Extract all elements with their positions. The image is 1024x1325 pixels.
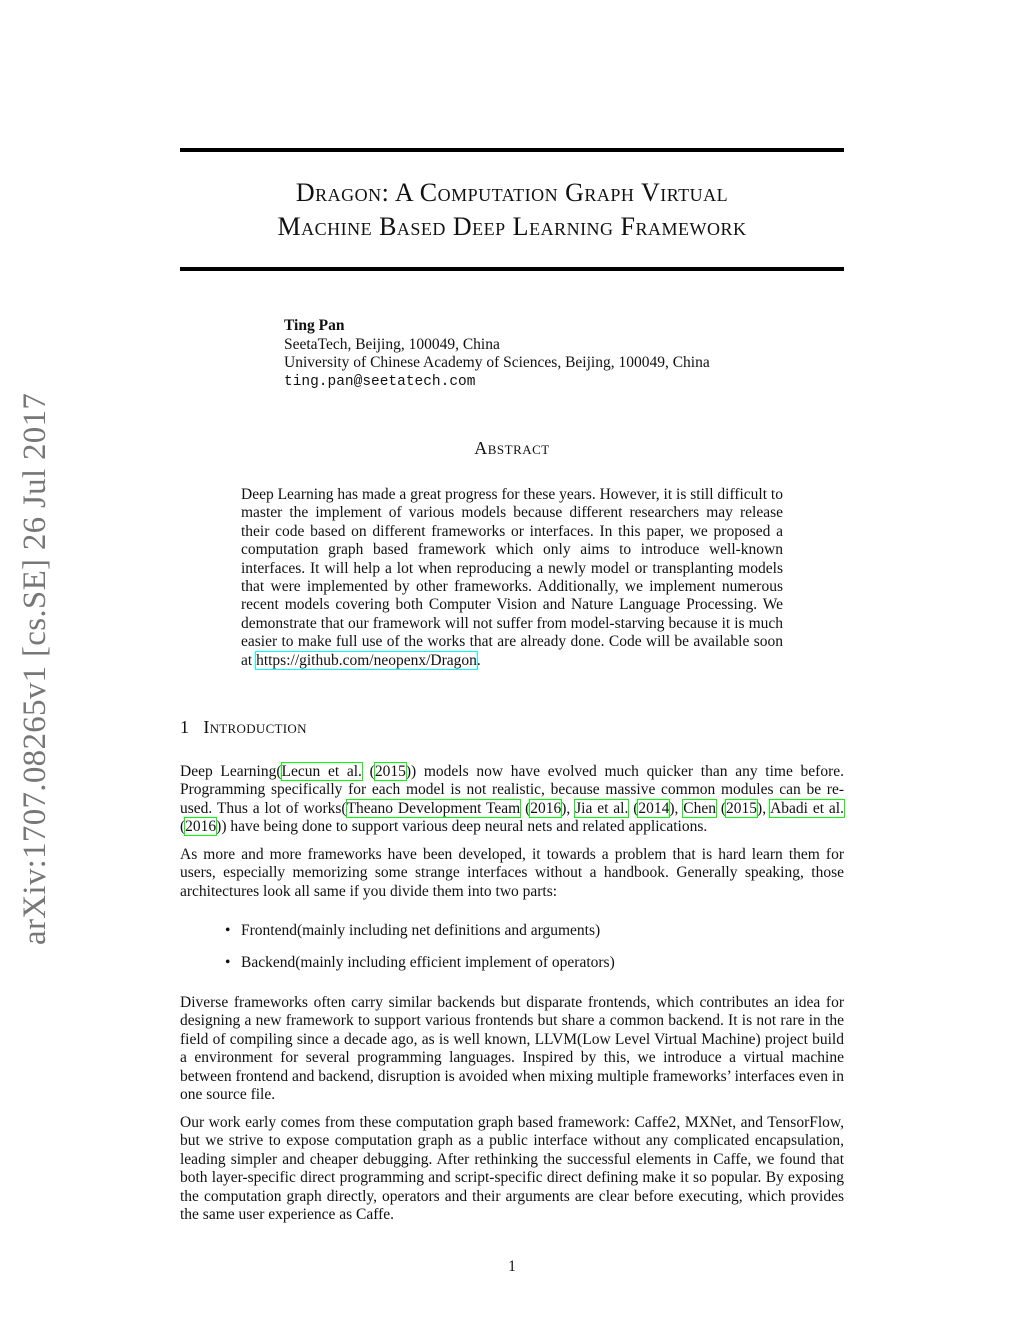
list-item (225, 954, 615, 972)
citation-jia-year[interactable]: 2014 (638, 799, 670, 817)
code-link[interactable]: https://github.com/neopenx/Dragon (256, 651, 477, 669)
citation-chen[interactable]: Chen (683, 799, 716, 817)
page-number: 1 (508, 1258, 516, 1275)
title-line-1: Dragon: A Computation Graph Virtual (295, 178, 729, 207)
citation-lecun-year[interactable]: 2015 (374, 763, 406, 780)
title-top-rule (180, 148, 844, 152)
text-run: Deep Learning( (180, 763, 282, 780)
arxiv-identifier: arXiv:1707.08265v1 [cs.SE] 26 Jul 2017 (17, 392, 53, 945)
text-run: )) models now have evolved much quicker than any time before. Programming specifically for each model is not realistic, because massive common modules can be re-used. Thus a lot of works( (180, 763, 845, 817)
citation-lecun[interactable]: Lecun et al. (281, 763, 362, 780)
author-affiliation-1: SeetaTech, Beijing, 100049, China (284, 335, 500, 353)
text-run: ( (520, 799, 531, 817)
list-item (225, 922, 600, 940)
list-item-text: Frontend(mainly including net definitions and arguments) (241, 922, 601, 939)
citation-abadi-year[interactable]: 2016 (185, 818, 217, 836)
author-affiliation-2: University of Chinese Academy of Sciences, Beijing, 100049, China (284, 354, 710, 371)
text-run: ( (361, 763, 375, 780)
citation-theano-year[interactable]: 2016 (530, 799, 562, 817)
citation-chen-year[interactable]: 2015 (726, 799, 758, 817)
text-run: ( (180, 818, 186, 836)
citation-jia[interactable]: Jia et al. (575, 799, 629, 817)
section-number: 1 (180, 717, 190, 737)
paper-title (180, 176, 844, 244)
citation-theano[interactable]: Theano Development Team (346, 799, 521, 817)
list-item-text: Backend(mainly including efficient implement of operators) (241, 954, 615, 971)
author-name: Ting Pan (284, 317, 345, 334)
title-line-2: Machine Based Deep Learning Framework (277, 212, 747, 241)
title-bottom-rule (180, 267, 844, 271)
author-block (284, 317, 710, 391)
abstract-end: . (476, 651, 481, 669)
abstract-body: Deep Learning has made a great progress for these years. However, it is still difficult to master the implement of various models because different researchers may release their code based on different frameworks or interfaces. In this paper, we proposed a computation graph based framework which only aims to introduce well-known interfaces. It will help a lot when reproducing a newly model or transplanting models that were implemented by other frameworks. Additionally, we implement numerous recent models covering both Computer Vision and Nature Language Processing. We demonstrate that our framework will not suffer from model-starving because it is much easier to make full use of the works that are already done. Code will be available soon at (241, 486, 783, 669)
intro-paragraph-1 (180, 763, 844, 837)
abstract-text (241, 486, 783, 670)
intro-paragraph-2: As more and more frameworks have been developed, it towards a problem that is hard learn them for users, especially memorizing some strange interfaces without a handbook. Generally speaking, those architectures look all same if you divide them into two parts: (180, 846, 844, 900)
text-run: )) have being done to support various deep neural nets and related applications. (216, 818, 708, 836)
intro-paragraph-3: Diverse frameworks often carry similar backends but disparate frontends, which contributes an idea for designing a new framework to support various frontends but share a common backend. It is not rare in the field of compiling since a decade ago, as is well known, LLVM(Low Level Virtual Machine) project build a environment for several programming languages. Inspired by this, we introduce a virtual machine between frontend and backend, disruption is avoided when mixing multiple frameworks’ interfaces even in one source file. (180, 994, 844, 1104)
text-run: ( (628, 799, 639, 817)
text-run: ( (716, 799, 727, 817)
section-title: Introduction (203, 717, 307, 737)
text-run: ), (561, 799, 576, 817)
intro-paragraph-4: Our work early comes from these computation graph based framework: Caffe2, MXNet, and TensorFlow, but we strive to expose computation graph as a public interface without any complicated encapsulation, leading simpler and cheaper debugging. After rethinking the successful elements in Caffe, we found that both layer-specific direct programming and script-specific direct defining make it so popular. By exposing the computation graph directly, operators and their arguments are clear before executing, which provides the same user experience as Caffe. (180, 1114, 844, 1224)
bullet-icon: • (225, 954, 231, 971)
text-run: ), (757, 799, 771, 817)
author-email[interactable]: ting.pan@seetatech.com (284, 373, 476, 390)
citation-abadi[interactable]: Abadi et al. (770, 799, 844, 817)
abstract-heading: Abstract (474, 438, 550, 458)
bullet-icon: • (225, 922, 231, 939)
section-heading-introduction (180, 717, 307, 738)
text-run: ), (669, 799, 684, 817)
